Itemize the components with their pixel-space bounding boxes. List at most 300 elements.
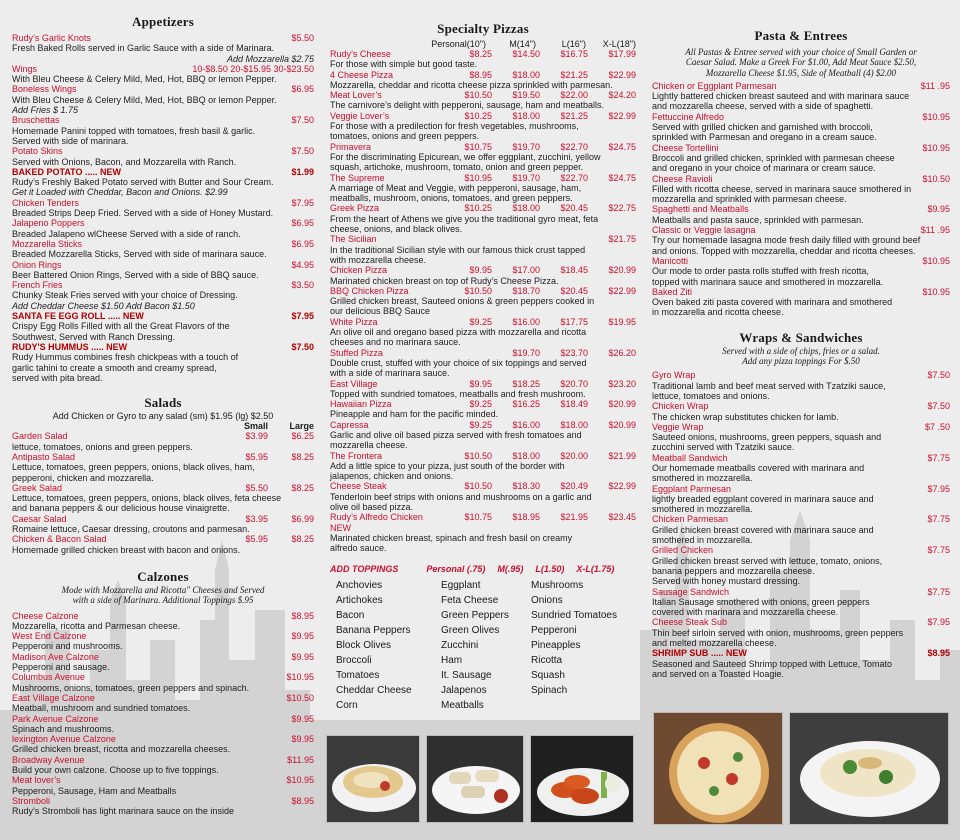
menu-item-name: Chicken or Eggplant Parmesan [652,80,777,91]
menu-item-name: Wings [12,63,38,74]
pizza-item-price [540,234,588,244]
topping-item: Green Olives [441,624,500,636]
menu-item [12,652,314,673]
pizza-item-description: Grilled chicken breast, Sauteed onions & green peppers cooked in [330,296,595,307]
menu-item-description: Add Mozzarella $2.75 [226,53,314,64]
menu-item-description: in mozzarella and ricotta cheese. [652,307,784,318]
pizza-item-price: $10.95 [464,172,492,183]
menu-item-description: With Bleu Cheese & Celery Mild, Med, Hot, BBQ or lemon Pepper. [12,94,277,105]
pizza-item-name: Chicken Pizza [330,265,388,276]
menu-item-name: Bruschettas [12,115,60,126]
pizzas-list [330,49,636,554]
menu-item-header [652,81,950,91]
menu-item-name: SHRIMP SUB ..... NEW [652,648,747,659]
menu-item-name: Park Avenue Calzone [12,713,99,724]
salads-note: Add Chicken or Gyro to any salad (sm) $1.95 (lg) $2.50 [52,411,274,422]
pizza-item [330,49,636,70]
pizzas-title: Specialty Pizzas [437,21,529,36]
pizza-item-description: olive oil based pizza. [330,502,414,513]
menu-item-name: lexington Avenue Calzone [12,734,116,745]
menu-item [12,33,314,64]
menu-item-price: 10-$8.50 20-$15.95 30-$23.50 [192,63,314,74]
pizza-item [330,203,636,234]
menu-item [12,64,314,85]
menu-item-name: Baked Ziti [652,286,693,297]
pizza-item-prices [444,481,636,491]
menu-item-description: Served with Onions, Bacon, and Mozzarella with Ranch. [12,156,237,167]
menu-item [12,146,314,167]
menu-item-header [652,287,950,297]
pizza-item-description: cheeses and no marinara sauce. [330,337,461,348]
menu-item-description: smothered in mozzarella. [652,473,753,484]
pizza-item-header [330,173,636,183]
column-left [12,0,314,816]
menu-item-description: Sauteed onions, mushrooms, green peppers, squash and [652,432,882,443]
salads-title: Salads [144,395,182,411]
pasta-title: Pasta & Entrees [754,28,848,43]
pizza-item-price: $9.25 [469,419,492,430]
pizza-item-price: $10.50 [464,285,492,296]
topping-item: It. Sausage [441,669,492,681]
menu-item-price: $8.95 [291,610,314,621]
salad-item-header [12,431,314,441]
menu-item-description: Grilled chicken breast covered with marinara sauce and [652,524,874,535]
topping-item: Squash [531,669,565,681]
pizza-item-price: $18.00 [512,203,540,214]
menu-item-price: $10.95 [922,286,950,297]
pizza-item-header [330,399,636,409]
pizza-item-price: $18.45 [560,265,588,276]
pizza-item-price: $16.00 [512,419,540,430]
appetizers-title: Appetizers [132,14,194,29]
pizza-item-description: An olive oil and oregano based pizza with mozzarella and ricotta [330,327,587,338]
menu-item-header [652,587,950,597]
pizza-item-description: Pineapple and ham for the pacific minded. [330,409,499,420]
menu-item-header [12,33,314,43]
menu-item-header [652,422,950,432]
topping-item: Sundried Tomatoes [531,609,617,621]
menu-item-header [652,648,950,658]
pizza-item-prices [444,348,636,358]
pizza-item-price: $21.99 [608,450,636,461]
pizza-item-prices [444,49,636,59]
salad-item-name: Garden Salad [12,431,68,442]
menu-item-header [12,611,314,621]
pizza-item-name: Cheese Steak [330,481,387,492]
pizza-item [330,286,636,317]
menu-item-price: $9.95 [291,713,314,724]
salad-item [12,534,314,555]
menu-item-name: Broadway Avenue [12,754,85,765]
menu-item-price: $11 .95 [920,225,950,236]
salad-item-description: Romaine lettuce, Caesar dressing, croutons and parmesan. [12,524,250,535]
menu-item-price: $7.75 [927,545,950,556]
menu-item-header [12,146,314,156]
topping-item: Cheddar Cheese [336,684,412,696]
pizza-item-price: $24.75 [608,141,636,152]
menu-item-price: $7.50 [927,370,950,381]
salad-item-name: Caesar Salad [12,513,67,524]
menu-item-description: Grilled chicken breast, ricotta and mozzarella cheeses. [12,744,231,755]
topping-item: Pineapples [531,639,581,651]
pizza-item-price: $19.70 [512,141,540,152]
pasta-note-3: Mozzarella Cheese $1.95, Side of Meatball (4) $2.00 [705,67,897,78]
pizza-item-prices [444,451,636,461]
menu-item-description: topped with marinara sauce and smothered in mozzarella. [652,276,884,287]
salad-item-prices [222,514,314,524]
menu-item-description: banana peppers and mozzarella cheese. [652,565,815,576]
menu-item-price: $10.50 [922,173,950,184]
menu-item-header [12,672,314,682]
menu-item-name: Madison Ave Calzone [12,651,99,662]
menu-item-description: Pepperoni and sausage. [12,662,110,673]
menu-item-header [12,280,314,290]
menu-item-header [12,218,314,228]
menu-item-name: Spaghetti and Meatballs [652,204,749,215]
pizza-item-prices [444,286,636,296]
toppings-price-l: L(1.50) [535,563,565,574]
topping-item: Zucchini [441,639,479,651]
menu-item-description: Meatball, mushroom and sundried tomatoes. [12,703,191,714]
menu-item-price: $7 .50 [924,421,950,432]
menu-item-price: $7.75 [927,452,950,463]
menu-item-price: $7.50 [291,115,314,126]
pizza-item-description: squash, artichoke, mushroom, tomato, onion and green pepper. [330,162,584,173]
menu-item-description: Add Fries $ 1.75 [12,105,79,116]
toppings-price-xl: X-L(1.75) [576,563,615,574]
pizza-item-price: $26.20 [608,347,636,358]
menu-item [652,648,950,679]
pizza-item-prices [444,265,636,275]
pizza-item [330,379,636,400]
pizza-item-price: $22.00 [560,90,588,101]
menu-item-name: Classic or Veggie lasagna [652,225,756,236]
pizza-item-price: $18.49 [560,399,588,410]
calzone-photo [326,735,420,823]
menu-item-description: lightly breaded eggplant covered in marinara sauce and [652,493,874,504]
menu-item-header [12,796,314,806]
pizza-item-description: In the traditional Sicilian style with our famous thick crust tapped [330,244,586,255]
pizza-item-price: $21.95 [560,512,588,523]
menu-item-description: and served on a Toasted Hoagie. [652,668,784,679]
menu-item-description: The chicken wrap substitutes chicken for lamb. [652,411,839,422]
calzones-list [12,611,314,817]
pizza-header-l: L(16") [561,39,586,49]
pizza-item-price: $9.95 [469,378,492,389]
pizza-item-header [330,265,636,275]
menu-item [652,204,950,225]
pizza-item-price: $17.00 [512,265,540,276]
menu-item [12,796,314,817]
menu-item [652,587,950,618]
menu-item [12,775,314,796]
menu-item-description: Rudy Hummus combines fresh chickpeas with a touch of [12,352,239,363]
menu-item-header [652,453,950,463]
pizza-item-price: $9.25 [469,399,492,410]
topping-item: Banana Peppers [336,624,411,636]
menu-item-price: $10.95 [286,672,314,683]
menu-item-description: Breaded Strips Deep Fried. Served with a side of Honey Mustard. [12,208,274,219]
pizza-item-name: Capressa [330,419,369,430]
menu-item-header [12,260,314,270]
pizza-item-price: $22.70 [560,141,588,152]
pizza-item-description: Garlic and olive oil based pizza served with fresh tomatoes and [330,429,582,440]
pizza-item-price: $20.99 [608,265,636,276]
menu-item-price: $6.95 [291,84,314,95]
menu-item-description: mozzarella and sprinkled with parmesan cheese. [652,194,847,205]
menu-item-name: Jalapeno Poppers [12,218,85,229]
pizza-item-name: White Pizza [330,316,378,327]
pizza-item-name: Greek Pizza [330,203,380,214]
menu-item-description: Served with side of marinara. [12,135,129,146]
pizza-item [330,111,636,142]
food-photos-middle [326,735,634,823]
pizza-item-price: $22.75 [608,203,636,214]
pizza-item-description: Add a little spice to your pizza, just south of the border with [330,460,565,471]
pizza-item-price: $16.00 [512,316,540,327]
menu-item-price: $10.95 [922,111,950,122]
menu-item-price: $11 .95 [920,80,950,91]
menu-item-description: Our homemade meatballs covered with marinara and [652,462,865,473]
pizza-item-price: $20.70 [560,378,588,389]
pizza-item-name: Rudy’s Cheese [330,49,391,59]
pizza-item-prices [444,420,636,430]
pizza-item [330,451,636,482]
pizza-item-header [330,111,636,121]
menu-item-header [12,311,314,321]
menu-item-price: $7.95 [291,197,314,208]
menu-item-header [652,174,950,184]
menu-item [652,617,950,648]
pizza-item-name: Stuffed Pizza [330,347,383,358]
menu-item-description: smothered in mozzarella. [652,535,753,546]
menu-item-price: $7.50 [927,401,950,412]
pizza-size-headers [330,39,636,49]
menu-item-header [12,734,314,744]
menu-item-name: Sausage Sandwich [652,586,730,597]
menu-item-description: Served with honey mustard dressing. [652,576,801,587]
menu-item [12,198,314,219]
menu-item-name: Columbus Avenue [12,672,85,683]
pizza-item-prices [444,142,636,152]
pizza-item-price: $21.75 [608,234,636,245]
pizza-item-description: with mozzarella cheese. [330,254,427,265]
menu-item-header [652,370,950,380]
toppings-column [531,578,641,713]
toppings-label: ADD TOPPINGS [330,563,399,574]
pizza-item [330,142,636,173]
calzones-note-1: Mode with Mozzarella and Ricotta" Cheeses and Served [61,584,265,595]
pizza-item-description: jalapenos, chicken and onions. [330,471,454,482]
pizza-item [330,348,636,379]
menu-item [12,239,314,260]
menu-item-description: and melted mozzarella cheese. [652,638,777,649]
pizza-item [330,234,636,265]
menu-item [12,280,314,311]
menu-item-name: Potato Skins [12,146,63,157]
pizza-item-header [330,420,636,430]
pizza-item-price: $21.25 [560,110,588,121]
menu-item [652,287,950,318]
menu-item-price: $6.95 [291,218,314,229]
menu-item-name: Fettuccine Alfredo [652,111,725,122]
menu-item-name: BAKED POTATO ..... NEW [12,166,122,177]
pizza-item [330,265,636,286]
menu-item-header [12,64,314,74]
menu-item-name: Chicken Parmesan [652,514,729,525]
menu-item-header [12,198,314,208]
menu-item [652,514,950,545]
calzones-title: Calzones [137,568,189,584]
pizza-item-price: $22.99 [608,69,636,80]
menu-item [12,218,314,239]
topping-item: Meatballs [441,699,484,711]
pizza-item-header [330,203,636,213]
food-photos-right [653,712,949,825]
pizza-item-price: $23.20 [608,378,636,389]
menu-item-description: and mozzarella cheese, served with a side of spaghetti. [652,101,874,112]
menu-item-price: $9.95 [927,204,950,215]
pasta-note-1: All Pastas & Entree served with your choice of Small Garden or [685,47,917,57]
menu-item-description: Get it Loaded with Cheddar, Bacon and Onions. $2.99 [12,187,228,198]
menu-item-description: Lightly battered chicken breast sauteed and with marinara sauce [652,91,910,102]
salad-item-price: $3.99 [245,431,268,442]
pizza-item-name: The Sicilian [330,234,377,245]
menu-item-description: sprinkled with Parmesan and oregano in a cream sauce. [652,132,877,143]
menu-item [12,260,314,281]
menu-item-price: $10.50 [286,692,314,703]
pizza-item-price: $18.00 [512,450,540,461]
menu-item-description: Spinach and mushrooms. [12,723,115,734]
topping-item: Feta Cheese [441,594,499,606]
menu-item-header [652,545,950,555]
topping-item: Artichokes [336,594,383,606]
menu-item-price: $10.95 [286,775,314,786]
pizza-item-price: $17.75 [560,316,588,327]
menu-item-description: Breaded Jalapeno wlCheese Served with a side of ranch. [12,228,241,239]
menu-item [12,714,314,735]
pizza-item-description: Marinated chicken breast, spinach and fresh basil on creamy [330,532,573,543]
salad-item [12,514,314,535]
menu-item [652,225,950,256]
pizza-item-description: meatballs, mushroom, onions, tomatoes, and green peppers. [330,193,573,204]
menu-item-price: $10.95 [922,142,950,153]
pizza-item-prices [444,111,636,121]
menu-item-price: $9.95 [291,631,314,642]
menu-item-price: $6.95 [291,238,314,249]
pizza-item-name: East Village [330,378,378,389]
menu-item-header [12,693,314,703]
salads-list [12,431,314,555]
menu-item-name: Chicken Tenders [12,197,79,208]
salad-item-price: $8.25 [291,534,314,545]
pizza-item-name: Veggie Lover’s [330,110,390,121]
menu-item-name: Eggplant Parmesan [652,483,732,494]
pizza-item-header [330,481,636,491]
salad-item-price: $6.25 [291,431,314,442]
pasta-note-2: Caesar Salad. Make a Greek For $1.00, Add Meat Sauce $2.50, [685,57,917,68]
pizza-item-price: $21.25 [560,69,588,80]
pizza-item-price: $18.00 [512,110,540,121]
pizza-item-header [330,49,636,59]
menu-item [12,115,314,146]
menu-item-header [652,484,950,494]
menu-item-description: covered with marinara and mozzarella cheese. [652,607,839,618]
pizza-item-price: $8.25 [469,49,492,59]
pizza-item [330,173,636,204]
pizza-item-price: $20.99 [608,419,636,430]
pizza-item-prices [444,173,636,183]
topping-item: Pepperoni [531,624,577,636]
topping-item: Ricotta [531,654,563,666]
salad-item-description: Lettuce, tomatoes, green peppers, onions, black olives, feta cheese [12,493,282,504]
menu-item [652,81,950,112]
menu-item-name: Stromboli [12,795,51,806]
pizza-item [330,512,636,553]
pizza-item-description: For those with a predilection for fresh vegetables, mushrooms, [330,121,579,132]
pizza-item-price: $10.50 [464,450,492,461]
toppings-price-personal: Personal (.75) [426,563,486,574]
wings-photo [530,735,634,823]
salad-item [12,452,314,483]
pizza-item-price: $22.99 [608,110,636,121]
menu-item-header [12,239,314,249]
toppings-price-m: M(.95) [497,563,524,574]
pizza-item-price: $19.70 [512,347,540,358]
menu-item [652,112,950,143]
menu-item-name: Cheese Calzone [12,610,79,621]
pizza-item-price: $20.45 [560,203,588,214]
menu-item [652,256,950,287]
menu-item-price: $7.75 [927,586,950,597]
pizza-item-price: $18.30 [512,481,540,492]
menu-item-price: $9.95 [291,651,314,662]
pizza-item-price: $22.99 [608,481,636,492]
menu-item-header [652,204,950,214]
pizza-item [330,420,636,451]
menu-item-price: $8.95 [291,795,314,806]
menu-item-description: Grilled chicken breast served with lettuce, tomato, onions, [652,555,883,566]
salad-item-price: $8.25 [291,482,314,493]
menu-item-description: Broccoli and grilled chicken, sprinkled with parmesan cheese [652,152,895,163]
salad-item-price: $8.25 [291,451,314,462]
pizza-item-price [444,348,492,358]
menu-item-price: $5.50 [291,33,314,43]
pizza-header-personal: Personal(10") [431,39,486,49]
menu-item-header [652,256,950,266]
pizza-item-price: $9.95 [469,265,492,276]
toppings-grid [336,578,636,713]
toppings-header [330,564,636,574]
menu-item-description: Rudy’s Freshly Baked Potato served with Butter and Sour Cream. [12,177,274,188]
menu-item-description: Rudy’s Stromboli has light marinara sauce on the inside [12,806,234,817]
pizza-item-description: alfredo sauce. [330,543,387,554]
menu-item-price: $11.95 [287,754,314,765]
menu-item-header [12,652,314,662]
salad-item-header [12,514,314,524]
mozzarella-sticks-photo [426,735,524,823]
salad-item [12,483,314,514]
menu-item [12,611,314,632]
menu-item-price: $4.95 [291,259,314,270]
menu-item-name: French Fries [12,280,63,291]
pizza-item-price: $10.50 [464,90,492,101]
menu-item-description: Filled with ricotta cheese, served in marinara sauce smothered in [652,183,912,194]
pizza-item-description: with a side of marinara sauce. [330,368,450,379]
pizza-item-price: $20.45 [560,285,588,296]
wraps-title: Wraps & Sandwiches [739,329,863,345]
menu-item-description: Southwest, Served with Ranch Dressing. [12,331,176,342]
